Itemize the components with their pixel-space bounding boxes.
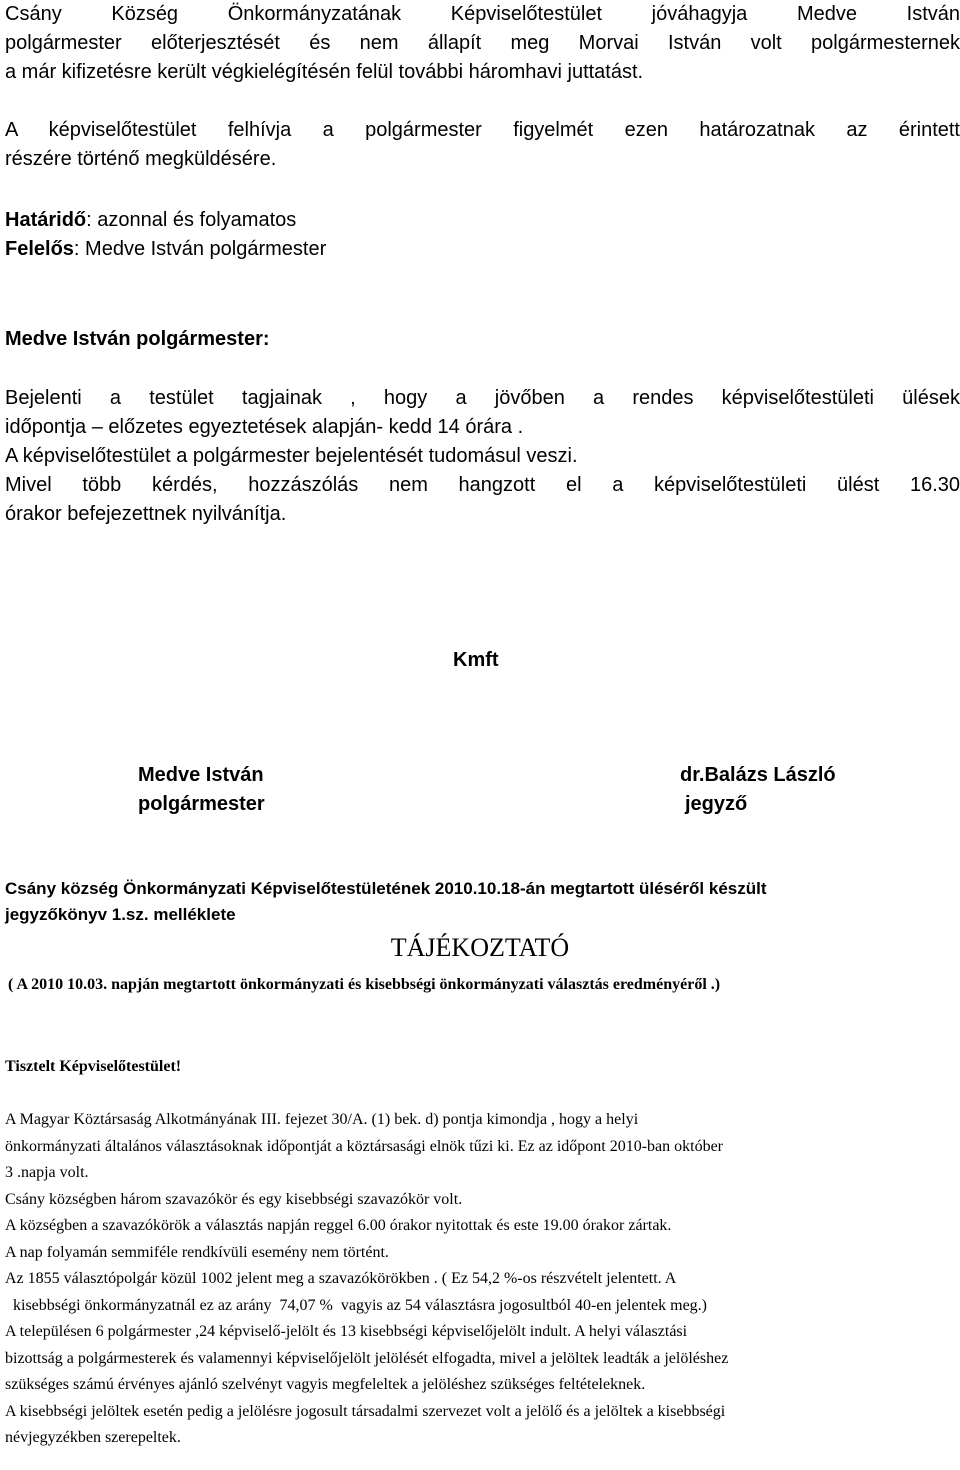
deadline-label: Határidő: [5, 209, 87, 231]
text-line: névjegyzékben szerepeltek.: [5, 1429, 181, 1446]
report-subtitle: ( A 2010 10.03. napján megtartott önkormányzati és kisebbségi önkormányzati választás eredményéről .): [8, 976, 721, 993]
text-line: bizottság a polgármesterek és valamennyi képviselőjelölt jelölését elfogadta, mivel a jelöltek leadták a jelöléshez: [5, 1349, 729, 1367]
announcement-paragraph: [5, 384, 960, 529]
annex-heading: [5, 876, 960, 928]
text-line: A településen 6 polgármester ,24 képviselő-jelölt és 13 kisebbségi képviselőjelölt indult. A helyi választási: [5, 1323, 688, 1340]
signature-left: [138, 761, 265, 819]
text-line: A képviselőtestület felhívja a polgármester figyelmét ezen határozatnak az érintett: [5, 119, 960, 141]
text-line: A községben a szavazókörök a választás napján reggel 6.00 órakor nyitottak és este 19.00 órakor zártak.: [5, 1217, 672, 1234]
deadline-block: [5, 206, 960, 264]
signature-right-title: jegyző: [685, 793, 748, 815]
responsible-value: : Medve István polgármester: [73, 238, 327, 260]
text-line: időpontja – előzetes egyeztetések alapján- kedd 14 órára .: [5, 416, 524, 438]
deadline-value: : azonnal és folyamatos: [86, 209, 297, 231]
text-line: Bejelenti a testület tagjainak , hogy a jövőben a rendes képviselőtestületi ülések: [5, 387, 960, 409]
text-line: Mivel több kérdés, hozzászólás nem hangzott el a képviselőtestületi ülést 16.30: [5, 474, 960, 496]
report-body: [5, 1107, 960, 1452]
salutation: Tisztelt Képviselőtestület!: [5, 1058, 182, 1075]
resolution-paragraph: [5, 0, 960, 87]
text-line: részére történő megküldésére.: [5, 148, 277, 170]
text-line: Csány községben három szavazókör és egy kisebbségi szavazókör volt.: [5, 1190, 463, 1208]
text-line: Az 1855 választópolgár közül 1002 jelent meg a szavazókörökben . ( Ez 54,2 %-os részvételt jelentett. A: [5, 1270, 677, 1287]
signature-left-title: polgármester: [138, 793, 265, 815]
acknowledgement-line: A képviselőtestület a polgármester bejelentését tudomásul veszi.: [5, 445, 578, 467]
text-line: A kisebbségi jelöltek esetén pedig a jelölésre jogosult társadalmi szervezet volt a jelölő és a jelöltek a kisebbségi: [5, 1402, 726, 1420]
text-line: polgármester előterjesztését és nem állapít meg Morvai István volt polgármesternek: [5, 32, 960, 54]
text-line: A nap folyamán semmiféle rendkívüli esemény nem történt.: [5, 1243, 389, 1261]
responsible-label: Felelős: [5, 238, 74, 260]
text-line: Csány község Önkormányzati Képviselőtestületének 2010.10.18-án megtartott üléséről készült: [5, 879, 767, 898]
text-line: A Magyar Köztársaság Alkotmányának III. fejezet 30/A. (1) bek. d) pontja kimondja , hogy a helyi: [5, 1111, 639, 1128]
text-line: kisebbségi önkormányzatnál ez az arány 74,07 % vagyis az 54 választásra jogosultból 40-en jelentek meg.): [5, 1296, 707, 1314]
text-line: órakor befejezettnek nyilvánítja.: [5, 503, 287, 525]
notification-paragraph: [5, 116, 960, 174]
responsible-line: [5, 235, 960, 264]
signature-right-name: dr.Balázs László: [680, 764, 836, 786]
speaker-heading: Medve István polgármester:: [5, 328, 270, 350]
text-line: Csány Község Önkormányzatának Képviselőtestület jóváhagyja Medve István: [5, 3, 960, 25]
report-title: TÁJÉKOZTATÓ: [390, 933, 570, 962]
signature-left-name: Medve István: [138, 764, 264, 786]
text-line: a már kifizetésre került végkielégítésén felül további háromhavi juttatást.: [5, 61, 644, 83]
kmft-label: Kmft: [453, 649, 499, 671]
text-line: szükséges számú érvényes ajánló szelvényt vagyis megfeleltek a jelöléshez szükséges feltételeknek.: [5, 1376, 646, 1393]
deadline-line: [5, 206, 960, 235]
signature-right: [680, 761, 836, 819]
text-line: önkormányzati általános választásoknak időpontját a köztársasági elnök tűzi ki. Ez az időpont 2010-ban október: [5, 1137, 724, 1155]
text-line: 3 .napja volt.: [5, 1164, 89, 1181]
text-line: jegyzőkönyv 1.sz. melléklete: [5, 905, 236, 924]
